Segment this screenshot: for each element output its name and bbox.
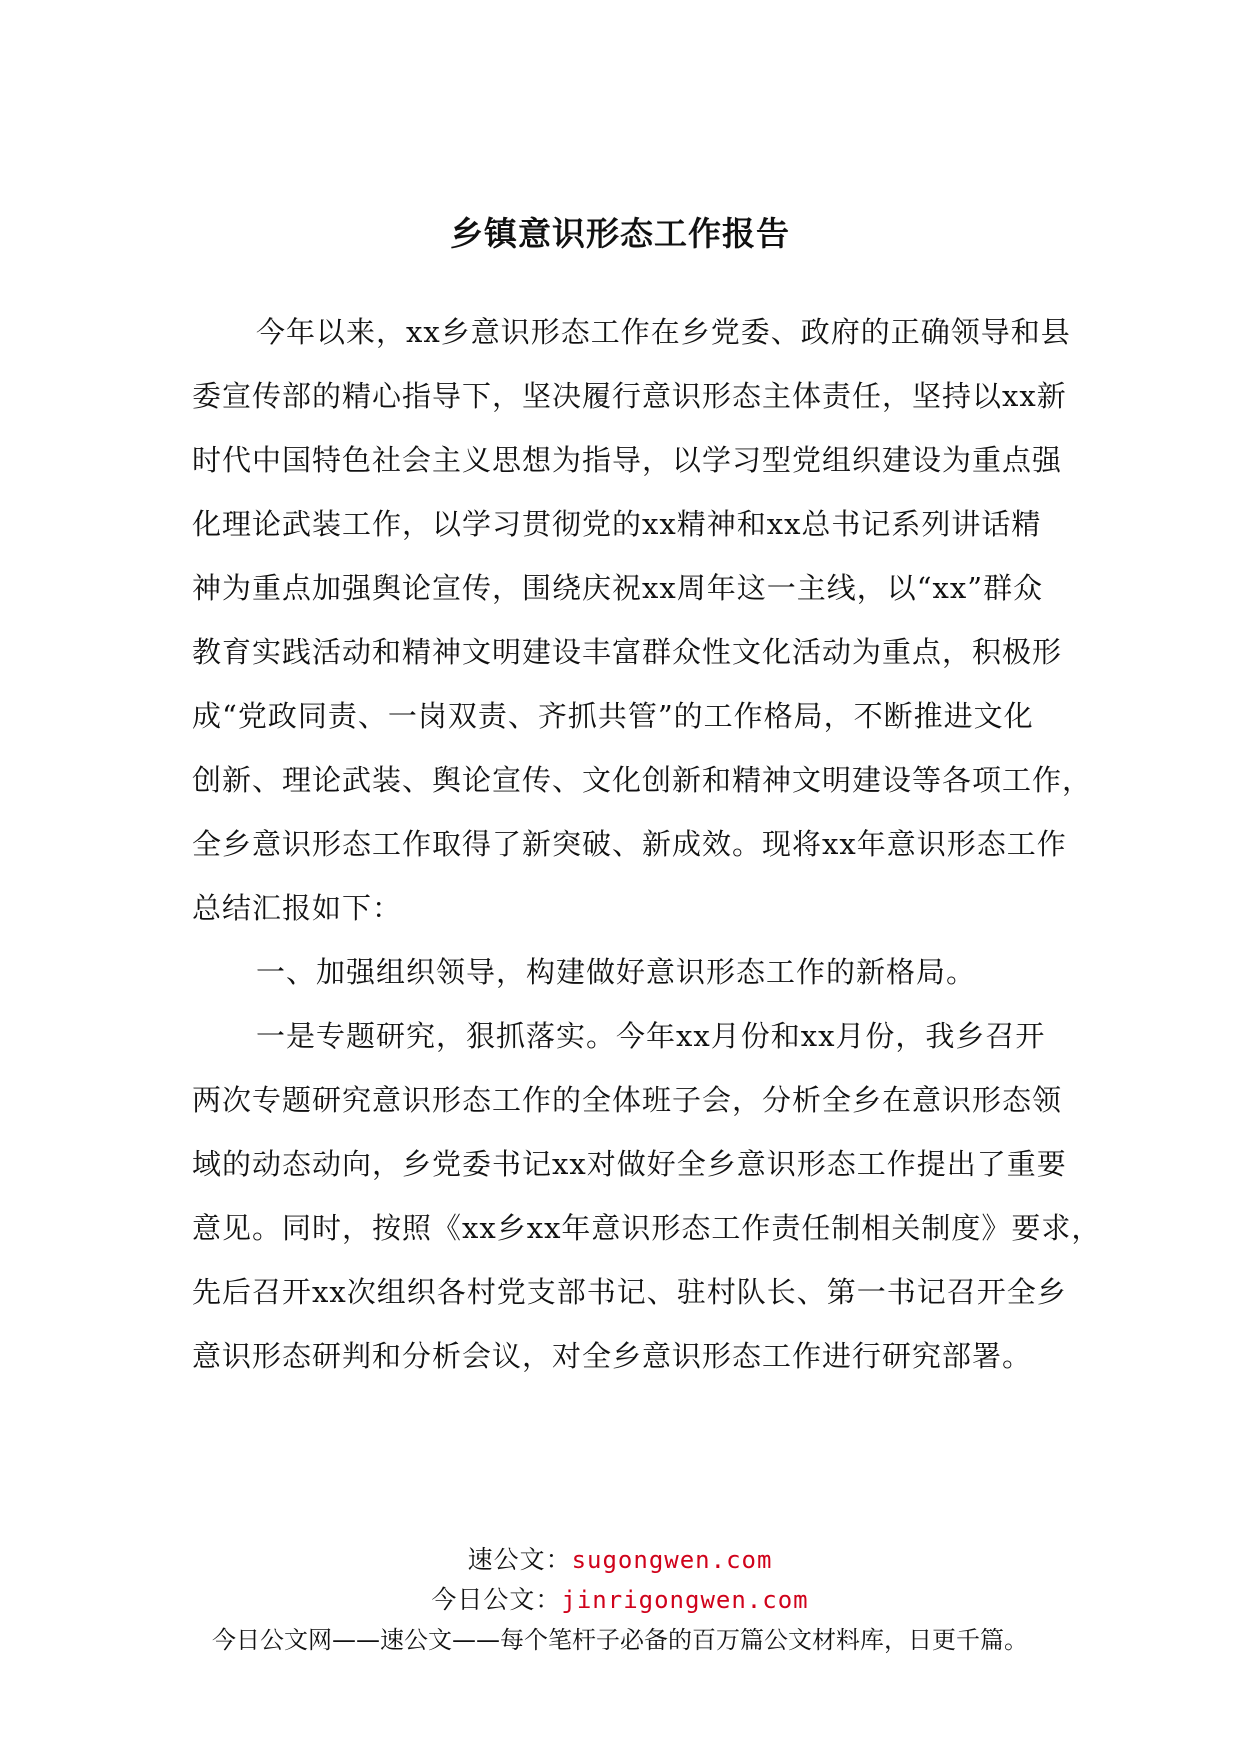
- document-line: 时代中国特色社会主义思想为指导，以学习型党组织建设为重点强: [192, 443, 1063, 477]
- document-line: 总结汇报如下：: [192, 891, 403, 925]
- footer-site-1-link[interactable]: sugongwen.com: [571, 1546, 773, 1574]
- document-line: 一、加强组织领导，构建做好意识形态工作的新格局。: [256, 955, 977, 989]
- document-line: 先后召开xx次组织各村党支部书记、驻村队长、第一书记召开全乡: [192, 1275, 1067, 1309]
- footer-tagline: 今日公文网——速公文——每个笔杆子必备的百万篇公文材料库，日更千篇。: [212, 1626, 1028, 1654]
- document-line: 成“党政同责、一岗双责、齐抓共管”的工作格局，不断推进文化: [192, 699, 1034, 733]
- document-line: 创新、理论武装、舆论宣传、文化创新和精神文明建设等各项工作，: [192, 763, 1093, 797]
- document-line: 全乡意识形态工作取得了新突破、新成效。现将xx年意识形态工作: [192, 827, 1067, 861]
- document-line: 委宣传部的精心指导下，坚决履行意识形态主体责任，坚持以xx新: [192, 379, 1067, 413]
- document-body: [192, 300, 1102, 1388]
- document-line: 一是专题研究，狠抓落实。今年xx月份和xx月份，我乡召开: [256, 1019, 1046, 1053]
- document-line: 化理论武装工作，以学习贯彻党的xx精神和xx总书记系列讲话精: [192, 507, 1042, 541]
- document-title: 乡镇意识形态工作报告: [450, 214, 790, 253]
- document-line: 神为重点加强舆论宣传，围绕庆祝xx周年这一主线，以“xx”群众: [192, 571, 1044, 605]
- document-line: 两次专题研究意识形态工作的全体班子会，分析全乡在意识形态领: [192, 1083, 1063, 1117]
- document-line: 教育实践活动和精神文明建设丰富群众性文化活动为重点，积极形: [192, 635, 1063, 669]
- document-line: 域的动态动向，乡党委书记xx对做好全乡意识形态工作提出了重要: [192, 1147, 1067, 1181]
- footer-site-2-label: 今日公文：: [431, 1585, 562, 1614]
- footer-site-1: [0, 1540, 1240, 1576]
- footer-site-2-link[interactable]: jinrigongwen.com: [561, 1586, 809, 1614]
- document-line: 今年以来，xx乡意识形态工作在乡党委、政府的正确领导和县: [256, 315, 1071, 349]
- footer-site-1-label: 速公文：: [467, 1545, 572, 1574]
- footer-site-2: [0, 1580, 1240, 1616]
- document-line: 意识形态研判和分析会议，对全乡意识形态工作进行研究部署。: [192, 1339, 1033, 1373]
- document-line: 意见。同时，按照《xx乡xx年意识形态工作责任制相关制度》要求，: [192, 1211, 1102, 1245]
